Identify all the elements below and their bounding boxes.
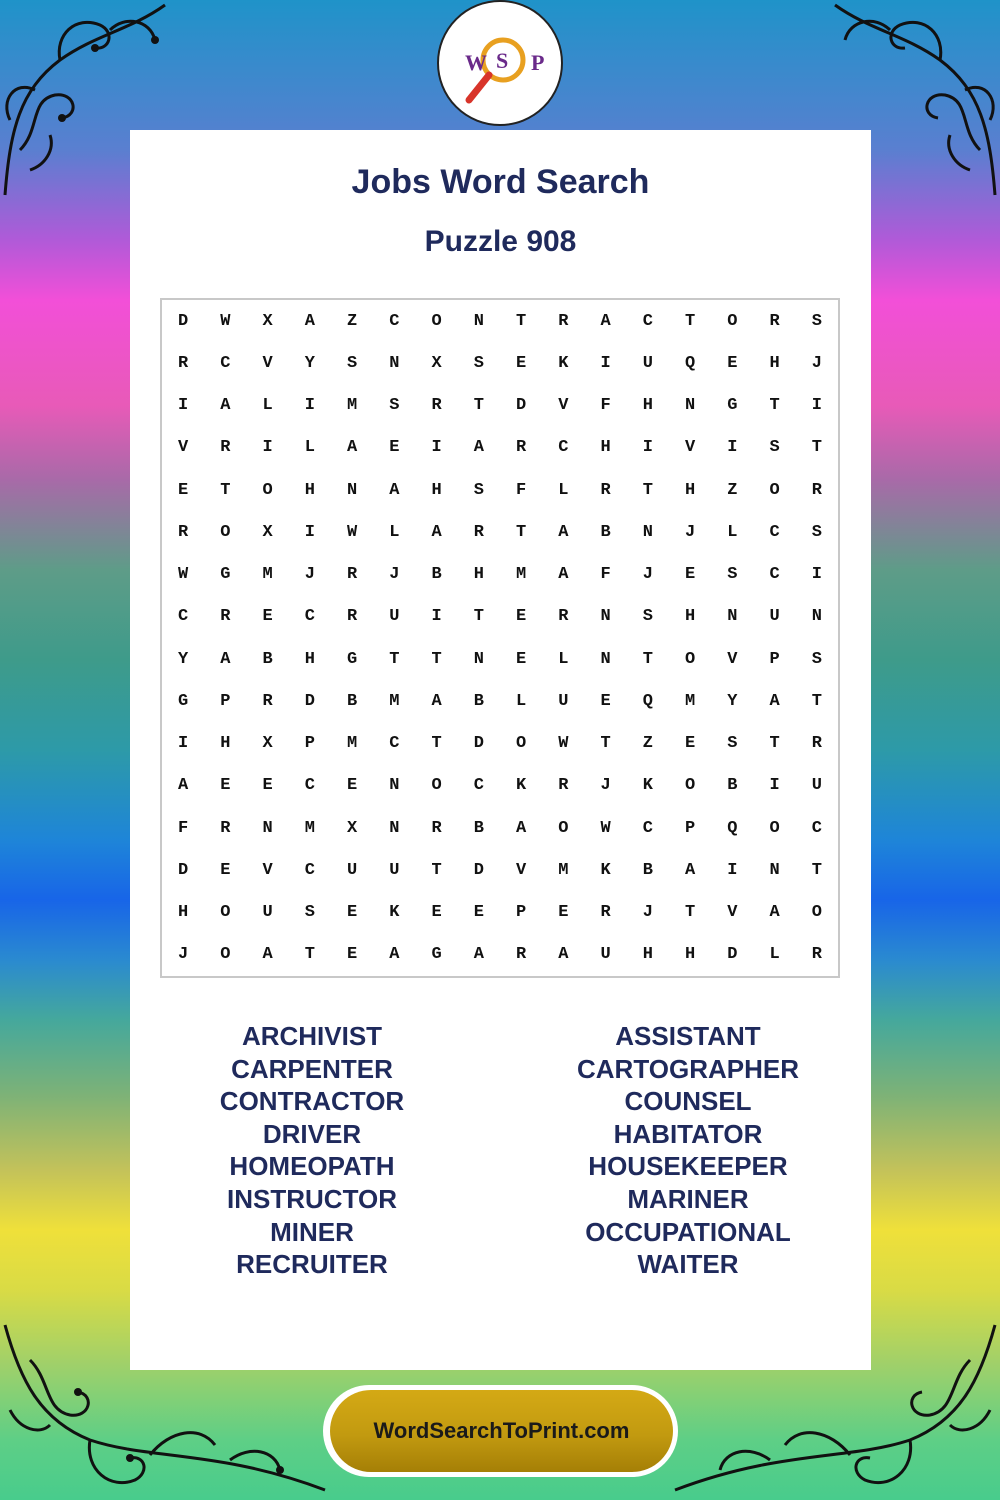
grid-cell: E — [727, 353, 738, 373]
grid-cell: R — [516, 438, 527, 458]
logo-letter-s: S — [496, 48, 509, 73]
grid-cell: C — [220, 353, 231, 373]
grid-cell: T — [516, 522, 527, 542]
grid-cell: H — [685, 945, 696, 965]
grid-cell: A — [431, 522, 442, 542]
grid-cell: X — [262, 734, 273, 754]
grid-cell: Q — [642, 691, 653, 711]
grid-cell: S — [473, 480, 484, 500]
grid-cell: A — [473, 945, 484, 965]
grid-cell: S — [389, 396, 400, 416]
word-list-item: HOUSEKEEPER — [588, 1151, 788, 1182]
grid-cell: F — [600, 396, 611, 416]
grid-cell: R — [558, 607, 569, 627]
grid-cell: M — [389, 691, 400, 711]
grid-cell: E — [178, 480, 189, 500]
grid-cell: D — [178, 311, 189, 331]
grid-cell: H — [304, 480, 315, 500]
grid-cell: C — [769, 565, 780, 585]
grid-cell: V — [262, 860, 273, 880]
grid-cell: J — [642, 903, 653, 923]
grid-cell: R — [811, 734, 822, 754]
grid-cell: C — [558, 438, 569, 458]
grid-cell: O — [220, 903, 231, 923]
letter-grid — [160, 298, 840, 978]
grid-cell: G — [727, 396, 738, 416]
grid-cell: E — [685, 565, 696, 585]
grid-cell: B — [600, 522, 611, 542]
word-list-right — [538, 1020, 838, 1281]
grid-cell: C — [178, 607, 189, 627]
grid-cell: N — [600, 607, 611, 627]
grid-cell: I — [178, 396, 189, 416]
grid-cell: R — [431, 818, 442, 838]
grid-cell: I — [600, 353, 611, 373]
grid-cell: R — [178, 353, 189, 373]
grid-cell: T — [769, 734, 780, 754]
grid-cell: D — [727, 945, 738, 965]
grid-cell: M — [516, 565, 527, 585]
grid-cell: A — [685, 860, 696, 880]
grid-cell: B — [642, 860, 653, 880]
grid-cell: R — [558, 776, 569, 796]
grid-cell: D — [473, 860, 484, 880]
grid-cell: C — [769, 522, 780, 542]
grid-cell: T — [220, 480, 231, 500]
grid-cell: H — [642, 945, 653, 965]
grid-cell: U — [642, 353, 653, 373]
grid-cell: T — [431, 649, 442, 669]
grid-cell: T — [811, 860, 822, 880]
grid-cell: K — [600, 860, 611, 880]
grid-cell: X — [347, 818, 358, 838]
grid-cell: V — [727, 649, 738, 669]
grid-cell: V — [727, 903, 738, 923]
grid-cell: T — [811, 438, 822, 458]
grid-cell: O — [516, 734, 527, 754]
grid-cell: N — [473, 649, 484, 669]
grid-cell: E — [347, 776, 358, 796]
word-list-item: HABITATOR — [613, 1118, 763, 1149]
grid-cell: R — [600, 903, 611, 923]
grid-cell: E — [516, 607, 527, 627]
grid-cell: K — [389, 903, 400, 923]
grid-cell: J — [178, 945, 189, 965]
grid-cell: X — [262, 311, 273, 331]
grid-cell: G — [431, 945, 442, 965]
grid-cell: I — [811, 396, 822, 416]
grid-cell: N — [811, 607, 822, 627]
grid-cell: K — [516, 776, 527, 796]
grid-cell: R — [220, 438, 231, 458]
grid-cell: R — [811, 480, 822, 500]
word-list-item: OCCUPATIONAL — [585, 1216, 791, 1247]
grid-cell: B — [473, 691, 484, 711]
grid-cell: K — [642, 776, 653, 796]
grid-cell: A — [304, 311, 315, 331]
grid-cell: D — [178, 860, 189, 880]
grid-cell: C — [389, 734, 400, 754]
grid-cell: R — [811, 945, 822, 965]
magnifier-icon — [439, 2, 561, 124]
grid-cell: A — [516, 818, 527, 838]
grid-cell: U — [389, 860, 400, 880]
grid-cell: J — [600, 776, 611, 796]
grid-cell: H — [473, 565, 484, 585]
grid-cell: X — [431, 353, 442, 373]
grid-cell: T — [600, 734, 611, 754]
grid-cell: T — [389, 649, 400, 669]
grid-cell: W — [178, 565, 189, 585]
grid-cell: L — [727, 522, 738, 542]
grid-cell: R — [262, 691, 273, 711]
grid-cell: L — [304, 438, 315, 458]
grid-cell: J — [389, 565, 400, 585]
word-list-item: COUNSEL — [624, 1086, 752, 1117]
grid-cell: A — [347, 438, 358, 458]
grid-cell: J — [811, 353, 822, 373]
grid-cell: V — [516, 860, 527, 880]
grid-cell: H — [685, 607, 696, 627]
puzzle-number: Puzzle 908 — [424, 225, 577, 258]
grid-cell: G — [178, 691, 189, 711]
grid-cell: I — [431, 607, 442, 627]
grid-cell: U — [347, 860, 358, 880]
grid-cell: O — [262, 480, 273, 500]
grid-cell: A — [600, 311, 611, 331]
grid-cell: R — [347, 607, 358, 627]
grid-cell: T — [473, 396, 484, 416]
grid-cell: H — [769, 353, 780, 373]
logo-letter-p: P — [531, 50, 545, 75]
grid-cell: B — [431, 565, 442, 585]
grid-cell: A — [769, 691, 780, 711]
grid-cell: O — [769, 480, 780, 500]
grid-cell: T — [685, 311, 696, 331]
word-list-item: CARTOGRAPHER — [577, 1053, 799, 1084]
grid-cell: C — [304, 860, 315, 880]
word-list-item: DRIVER — [262, 1118, 362, 1149]
grid-cell: O — [220, 522, 231, 542]
grid-cell: B — [727, 776, 738, 796]
grid-cell: G — [220, 565, 231, 585]
grid-cell: I — [431, 438, 442, 458]
grid-cell: N — [600, 649, 611, 669]
grid-cell: F — [516, 480, 527, 500]
grid-cell: E — [600, 691, 611, 711]
grid-cell: C — [389, 311, 400, 331]
grid-cell: U — [769, 607, 780, 627]
grid-cell: T — [811, 691, 822, 711]
grid-cell: R — [769, 311, 780, 331]
grid-cell: C — [304, 607, 315, 627]
grid-cell: Q — [685, 353, 696, 373]
grid-cell: H — [220, 734, 231, 754]
grid-cell: V — [685, 438, 696, 458]
grid-cell: P — [769, 649, 780, 669]
grid-cell: A — [558, 522, 569, 542]
grid-cell: A — [262, 945, 273, 965]
grid-cell: M — [347, 396, 358, 416]
grid-cell: P — [516, 903, 527, 923]
word-list-item: MARINER — [627, 1183, 749, 1214]
word-list-left — [162, 1020, 462, 1281]
grid-cell: A — [220, 649, 231, 669]
grid-cell: I — [304, 522, 315, 542]
grid-cell: Z — [347, 311, 358, 331]
grid-cell: W — [558, 734, 569, 754]
grid-cell: S — [347, 353, 358, 373]
grid-cell: O — [727, 311, 738, 331]
grid-cell: T — [685, 903, 696, 923]
grid-cell: R — [516, 945, 527, 965]
word-list-item: INSTRUCTOR — [227, 1183, 397, 1214]
grid-cell: H — [304, 649, 315, 669]
grid-cell: R — [600, 480, 611, 500]
grid-cell: T — [431, 734, 442, 754]
grid-cell: Z — [727, 480, 738, 500]
grid-cell: E — [516, 649, 527, 669]
grid-cell: N — [769, 860, 780, 880]
grid-cell: N — [642, 522, 653, 542]
grid-cell: R — [347, 565, 358, 585]
grid-cell: E — [516, 353, 527, 373]
grid-cell: V — [178, 438, 189, 458]
grid-cell: I — [727, 860, 738, 880]
grid-cell: A — [558, 945, 569, 965]
grid-cell: F — [178, 818, 189, 838]
grid-cell: V — [558, 396, 569, 416]
grid-cell: O — [769, 818, 780, 838]
grid-cell: B — [262, 649, 273, 669]
grid-cell: B — [347, 691, 358, 711]
grid-cell: W — [347, 522, 358, 542]
grid-cell: E — [220, 776, 231, 796]
grid-cell: D — [304, 691, 315, 711]
grid-cell: H — [685, 480, 696, 500]
grid-cell: N — [262, 818, 273, 838]
grid-cell: L — [389, 522, 400, 542]
grid-cell: E — [685, 734, 696, 754]
word-list-item: RECRUITER — [236, 1249, 388, 1280]
grid-cell: S — [811, 522, 822, 542]
grid-cell: J — [685, 522, 696, 542]
site-logo[interactable] — [437, 0, 563, 126]
grid-cell: A — [769, 903, 780, 923]
word-list-item: MINER — [270, 1216, 354, 1247]
grid-cell: S — [304, 903, 315, 923]
grid-cell: M — [347, 734, 358, 754]
grid-cell: S — [769, 438, 780, 458]
grid-cell: K — [558, 353, 569, 373]
grid-cell: O — [431, 311, 442, 331]
grid-cell: C — [642, 311, 653, 331]
grid-cell: D — [516, 396, 527, 416]
grid-cell: J — [642, 565, 653, 585]
grid-cell: H — [600, 438, 611, 458]
grid-cell: P — [685, 818, 696, 838]
grid-cell: A — [558, 565, 569, 585]
grid-cell: R — [220, 607, 231, 627]
word-list-item: CARPENTER — [231, 1053, 393, 1084]
grid-cell: E — [389, 438, 400, 458]
grid-cell: Y — [727, 691, 738, 711]
grid-cell: R — [558, 311, 569, 331]
grid-cell: T — [473, 607, 484, 627]
grid-cell: L — [558, 649, 569, 669]
grid-cell: I — [811, 565, 822, 585]
page-title: Jobs Word Search — [351, 163, 650, 201]
grid-cell: T — [642, 480, 653, 500]
grid-cell: A — [473, 438, 484, 458]
grid-cell: T — [431, 860, 442, 880]
grid-cell: T — [642, 649, 653, 669]
grid-cell: E — [262, 776, 273, 796]
grid-cell: S — [727, 565, 738, 585]
grid-cell: B — [473, 818, 484, 838]
grid-cell: N — [389, 776, 400, 796]
grid-cell: J — [304, 565, 315, 585]
grid-cell: C — [473, 776, 484, 796]
grid-cell: N — [727, 607, 738, 627]
grid-cell: E — [473, 903, 484, 923]
grid-cell: M — [558, 860, 569, 880]
grid-cell: N — [685, 396, 696, 416]
grid-cell: N — [473, 311, 484, 331]
grid-cell: Y — [178, 649, 189, 669]
site-link-button[interactable]: WordSearchToPrint.com — [330, 1390, 673, 1472]
grid-cell: L — [516, 691, 527, 711]
grid-cell: E — [220, 860, 231, 880]
grid-cell: L — [769, 945, 780, 965]
grid-cell: A — [431, 691, 442, 711]
grid-cell: U — [262, 903, 273, 923]
grid-cell: O — [685, 776, 696, 796]
grid-cell: U — [389, 607, 400, 627]
grid-cell: G — [347, 649, 358, 669]
grid-cell: I — [769, 776, 780, 796]
grid-cell: D — [473, 734, 484, 754]
grid-cell: W — [220, 311, 231, 331]
grid-cell: Z — [642, 734, 653, 754]
grid-cell: W — [600, 818, 611, 838]
grid-cell: C — [642, 818, 653, 838]
grid-cell: O — [811, 903, 822, 923]
word-list-item: ASSISTANT — [615, 1021, 761, 1051]
grid-cell: M — [304, 818, 315, 838]
word-list-item: WAITER — [637, 1249, 739, 1280]
grid-cell: R — [431, 396, 442, 416]
grid-cell: U — [600, 945, 611, 965]
grid-cell: I — [642, 438, 653, 458]
grid-cell: H — [642, 396, 653, 416]
grid-cell: V — [262, 353, 273, 373]
grid-cell: E — [347, 945, 358, 965]
grid-cell: Y — [304, 353, 315, 373]
grid-cell: R — [220, 818, 231, 838]
grid-cell: A — [178, 776, 189, 796]
grid-cell: L — [558, 480, 569, 500]
grid-cell: P — [304, 734, 315, 754]
grid-cell: M — [262, 565, 273, 585]
grid-cell: I — [304, 396, 315, 416]
grid-cell: I — [727, 438, 738, 458]
word-list-item: HOMEOPATH — [229, 1151, 395, 1182]
grid-cell: S — [727, 734, 738, 754]
grid-cell: O — [431, 776, 442, 796]
grid-cell: E — [347, 903, 358, 923]
grid-cell: T — [304, 945, 315, 965]
grid-cell: O — [220, 945, 231, 965]
grid-cell: N — [347, 480, 358, 500]
grid-cell: R — [178, 522, 189, 542]
word-list-item: CONTRACTOR — [219, 1086, 405, 1117]
grid-cell: E — [558, 903, 569, 923]
grid-cell: N — [389, 353, 400, 373]
grid-cell: E — [262, 607, 273, 627]
grid-cell: X — [262, 522, 273, 542]
grid-cell: R — [473, 522, 484, 542]
grid-cell: S — [811, 311, 822, 331]
grid-cell: A — [389, 480, 400, 500]
grid-cell: U — [558, 691, 569, 711]
logo-letter-w: W — [465, 50, 487, 75]
grid-cell: C — [304, 776, 315, 796]
grid-cell: S — [642, 607, 653, 627]
grid-cell: C — [811, 818, 822, 838]
word-list-item: ARCHIVIST — [241, 1021, 383, 1051]
grid-cell: O — [685, 649, 696, 669]
grid-cell: S — [811, 649, 822, 669]
grid-cell: N — [389, 818, 400, 838]
grid-cell: I — [262, 438, 273, 458]
grid-cell: L — [262, 396, 273, 416]
grid-cell: M — [685, 691, 696, 711]
grid-cell: A — [389, 945, 400, 965]
grid-cell: P — [220, 691, 231, 711]
grid-cell: Q — [727, 818, 738, 838]
grid-cell: A — [220, 396, 231, 416]
grid-cell: U — [811, 776, 822, 796]
corner-flourish-bottom-left — [0, 1320, 330, 1500]
grid-cell: O — [558, 818, 569, 838]
grid-cell: H — [431, 480, 442, 500]
corner-flourish-bottom-right — [670, 1320, 1000, 1500]
grid-cell: I — [178, 734, 189, 754]
grid-cell: S — [473, 353, 484, 373]
grid-cell: E — [431, 903, 442, 923]
grid-cell: F — [600, 565, 611, 585]
grid-cell: H — [178, 903, 189, 923]
grid-cell: T — [769, 396, 780, 416]
grid-cell: T — [516, 311, 527, 331]
